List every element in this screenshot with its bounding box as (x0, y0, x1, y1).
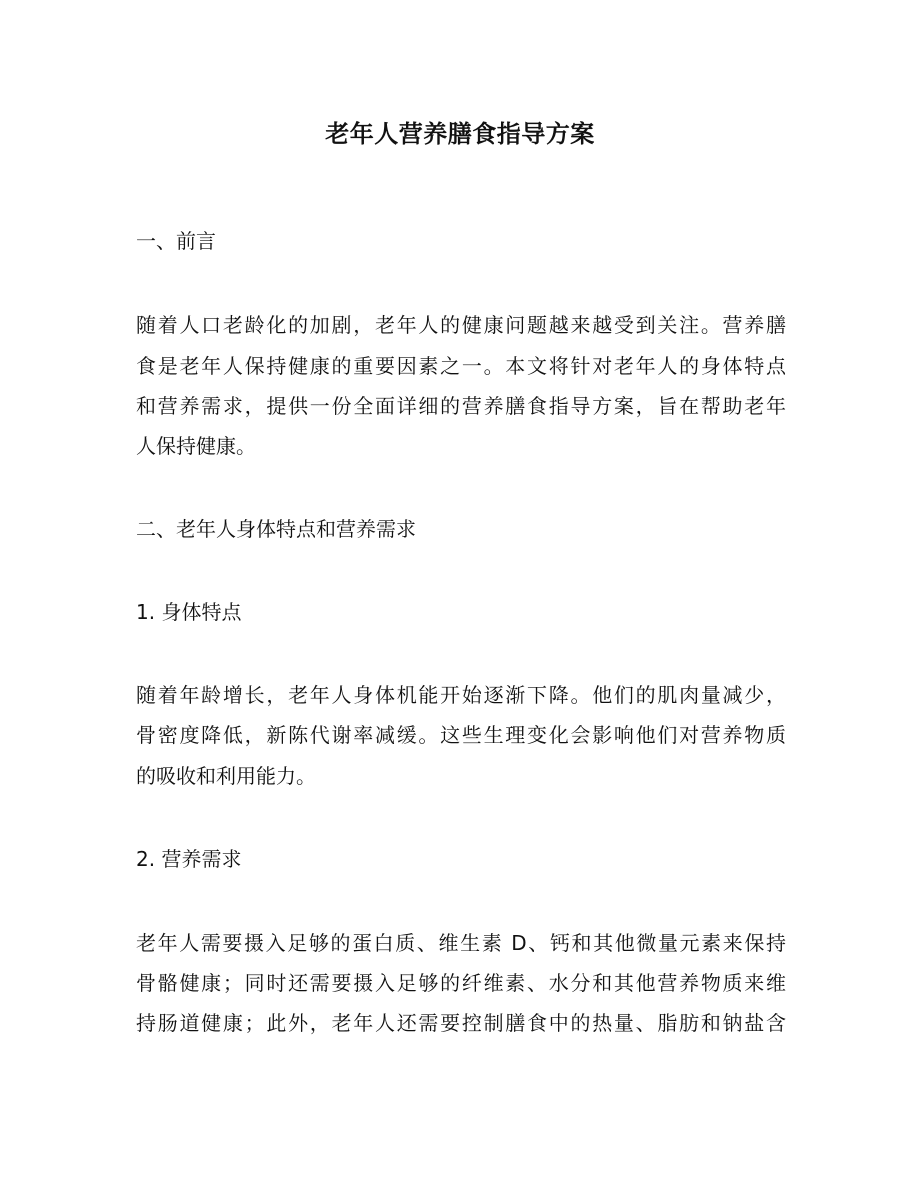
section-heading-preface: 一、前言 (136, 229, 216, 253)
document-title: 老年人营养膳食指导方案 (325, 120, 595, 148)
nutrition-paragraph-line: 骨骼健康；同时还需要摄入足够的纤维素、水分和其他营养物质来维 (136, 971, 786, 995)
nutrition-paragraph-line: 老年人需要摄入足够的蛋白质、维生素 D、钙和其他微量元素来保持 (136, 931, 786, 955)
preface-paragraph-line: 人保持健康。 (136, 434, 256, 458)
preface-paragraph-line: 食是老年人保持健康的重要因素之一。本文将针对老年人的身体特点 (136, 354, 786, 378)
preface-paragraph-line: 和营养需求，提供一份全面详细的营养膳食指导方案，旨在帮助老年 (136, 394, 786, 418)
physical-paragraph-line: 骨密度降低，新陈代谢率减缓。这些生理变化会影响他们对营养物质 (136, 723, 786, 747)
nutrition-paragraph-line: 持肠道健康；此外，老年人还需要控制膳食中的热量、脂肪和钠盐含 (136, 1011, 786, 1035)
subsection-heading-physical: 1. 身体特点 (136, 600, 242, 624)
preface-paragraph-line: 随着人口老龄化的加剧，老年人的健康问题越来越受到关注。营养膳 (136, 313, 786, 337)
physical-paragraph-line: 的吸收和利用能力。 (136, 764, 316, 788)
subsection-heading-nutrition: 2. 营养需求 (136, 847, 242, 871)
section-heading-characteristics-needs: 二、老年人身体特点和营养需求 (136, 517, 416, 541)
physical-paragraph-line: 随着年龄增长，老年人身体机能开始逐渐下降。他们的肌肉量减少， (136, 683, 786, 707)
